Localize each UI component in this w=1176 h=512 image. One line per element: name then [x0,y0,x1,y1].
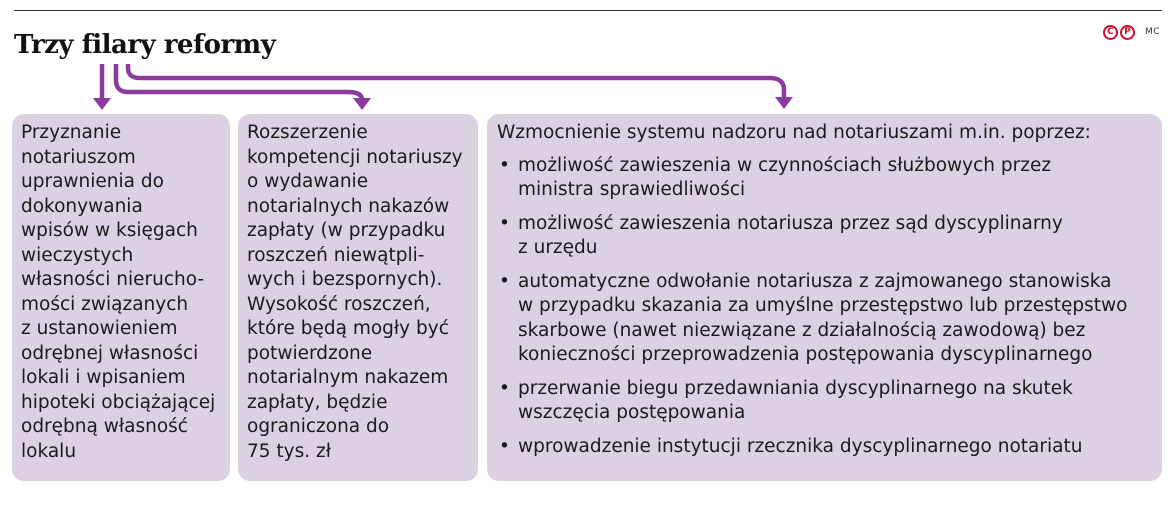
pillar-2-line: potwierdzone [247,342,373,364]
pillar-2-text [247,121,472,464]
pillar-1-line: odrębną własność [21,416,188,437]
bullet-dot-icon: • [499,435,510,457]
logo-mark-c: C [1103,25,1118,40]
bullet-dot-icon: • [499,270,510,292]
pillar-1-line: mości związanych [21,293,189,315]
pillar-1-line: odrębnej własności [21,342,199,364]
pillar-1-line: uprawnienia do [21,171,164,192]
arrow-group [93,64,793,110]
pillar-3-bullet-list [497,154,1152,460]
bullet-dot-icon: • [499,212,510,234]
pillar-1-line: lokalu [21,440,77,462]
bullet-line: konieczności przeprowadzenia postępowania dyscyplinarnego [518,344,1093,365]
pillar-box-3 [487,114,1162,481]
pillar-1-line: notariuszom [21,146,136,168]
pillar-1-line: Przyznanie [21,122,122,143]
bullet-item [497,154,1152,203]
pillar-2-line: Rozszerzenie [247,122,368,143]
pillar-2-line: 75 tys. zł [247,440,331,462]
arrowhead-3 [775,97,793,109]
pillar-2-line: notarialnym nakazem [247,367,449,388]
pillar-3-intro: Wzmocnienie systemu nadzoru nad notariuszami m.in. poprzez: [497,122,1091,143]
pillar-2-line: o wydawanie [247,171,369,192]
arrowhead-2 [353,98,371,110]
bullet-line: wprowadzenie instytucji rzecznika dyscyplinarnego notariatu [518,435,1083,457]
pillar-2-line: kompetencji notariuszy [247,146,463,168]
bullet-line: z urzędu [518,237,598,258]
pillar-1-line: własności nierucho- [21,269,205,290]
bullet-line: skarbowe (nawet niezwiązane z działalnością zawodową) bez [518,319,1086,341]
bullet-dot-icon: • [499,154,510,176]
bullet-line: możliwość zawieszenia w czynnościach służbowych przez [518,154,1052,176]
bullet-line: przerwanie biegu przedawniania dyscyplinarnego na skutek [518,377,1073,399]
bullet-line: w przypadku skazania za umyślne przestępstwo lub przestępstwo [518,295,1128,316]
bullet-item [497,435,1152,460]
bullet-item [497,270,1152,368]
pillar-2-line: ograniczona do [247,416,390,437]
pillar-box-1 [12,114,230,481]
pillar-2-line: zapłaty (w przypadku [247,220,446,241]
bullet-line: wszczęcia postępowania [518,402,746,423]
pillar-1-line: dokonywania [21,195,143,217]
pillar-2-line: wych i bezspornych). [247,269,443,290]
pillar-2-line: które będą mogły być [247,318,449,339]
pillar-2-line: Wysokość roszczeń, [247,293,431,315]
bullet-dot-icon: • [499,377,510,399]
pillar-1-text [21,121,224,464]
arrow-2 [116,64,362,100]
pillar-1-line: wieczystych [21,244,134,266]
pillar-1-line: z ustanowieniem [21,318,178,339]
logo-mark-p: P [1120,25,1135,40]
logo-text: MC [1144,27,1160,37]
pillar-2-line: roszczeń niewątpli- [247,244,425,266]
pillar-2-line: notarialnych nakazów [247,195,450,217]
bullet-line: ministra sprawiedliwości [518,179,746,200]
bullet-line: automatyczne odwołanie notariusza z zajmowanego stanowiska [518,270,1112,292]
bullet-line: możliwość zawieszenia notariusza przez sąd dyscyplinarny [518,212,1063,234]
pillar-2-line: zapłaty, będzie [247,391,388,413]
pillar-1-line: wpisów w księgach [21,220,198,241]
bullet-item [497,377,1152,426]
arrowhead-1 [93,98,111,110]
pillar-box-2 [238,114,478,481]
page-title: Trzy filary reformy [14,30,276,60]
pillar-1-line: lokali i wpisaniem [21,367,186,388]
bullet-item [497,212,1152,261]
pillar-1-line: hipoteki obciążającej [21,391,216,413]
